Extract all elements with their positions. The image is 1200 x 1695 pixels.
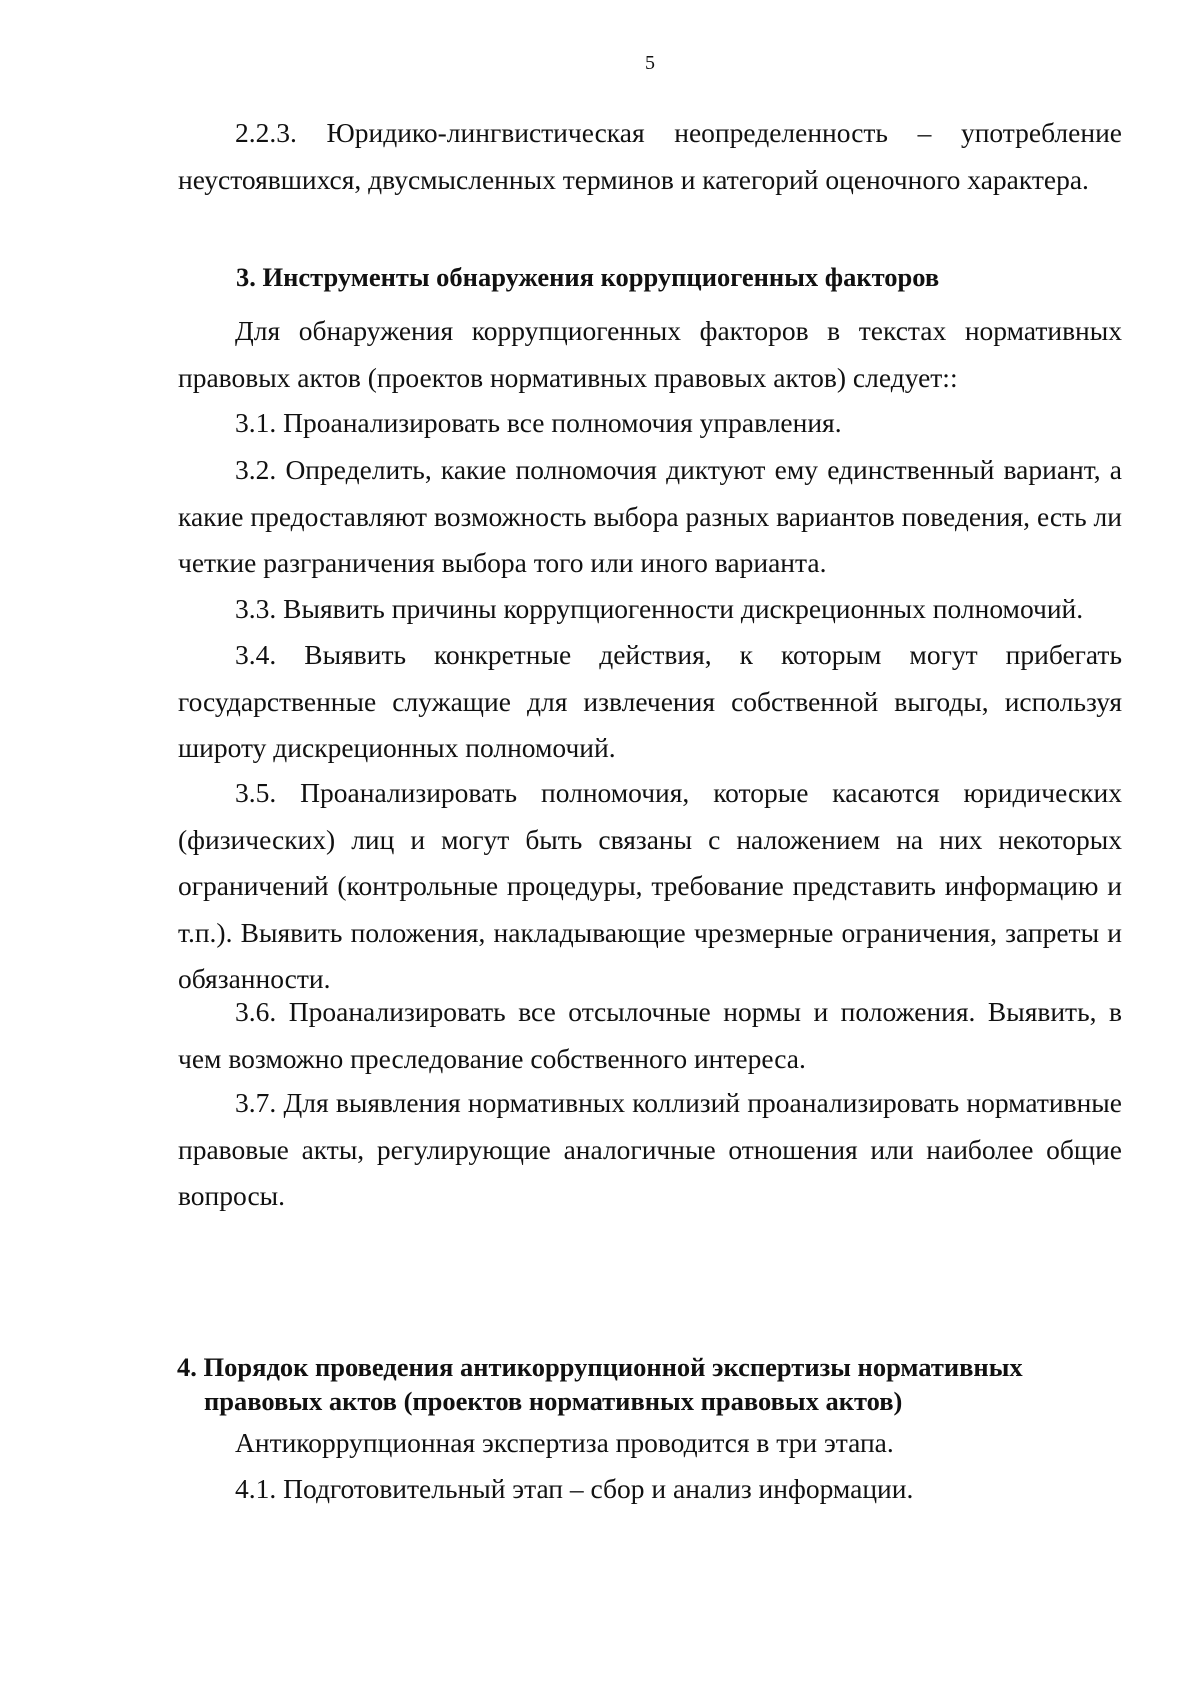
section-4-heading: 4. Порядок проведения антикоррупционной экспертизы нормативных правовых актов (проектов нормативных правовых актов) — [177, 1352, 1023, 1416]
section-3-heading: 3. Инструменты обнаружения коррупциогенных факторов — [236, 262, 940, 292]
list-item-3-5: 3.5. Проанализировать полномочия, которые касаются юридических (физических) лиц и могут быть связаны с наложением на них некоторых ограничений (контрольные процедуры, требование представить информацию и т.п.). Выявить положения, накладывающие чрезмерные ограничения, запреты и обязанности. — [178, 777, 1122, 994]
section-4-intro: Антикоррупционная экспертиза проводится в три этапа. — [235, 1427, 894, 1458]
page-number: 5 — [645, 52, 655, 74]
section-3-intro: Для обнаружения коррупциогенных факторов в текстах нормативных правовых актов (проектов нормативных правовых актов) следует:: — [178, 315, 1122, 393]
list-item-3-6: 3.6. Проанализировать все отсылочные нормы и положения. Выявить, в чем возможно преследование собственного интереса. — [178, 996, 1122, 1074]
list-item-3-4: 3.4. Выявить конкретные действия, к которым могут прибегать государственные служащие для извлечения собственной выгоды, используя широту дискреционных полномочий. — [178, 639, 1122, 763]
list-item-4-1: 4.1. Подготовительный этап – сбор и анализ информации. — [235, 1473, 914, 1504]
list-item-3-1: 3.1. Проанализировать все полномочия управления. — [235, 407, 842, 438]
list-item-3-2: 3.2. Определить, какие полномочия диктуют ему единственный вариант, а какие предоставляют возможность выбора разных вариантов поведения, есть ли четкие разграничения выбора того или иного варианта. — [178, 454, 1122, 578]
list-item-3-7: 3.7. Для выявления нормативных коллизий проанализировать нормативные правовые акты, регулирующие аналогичные отношения или наиболее общие вопросы. — [178, 1087, 1122, 1211]
list-item-3-3: 3.3. Выявить причины коррупциогенности дискреционных полномочий. — [235, 593, 1084, 624]
paragraph-2-2-3: 2.2.3. Юридико-лингвистическая неопределенность – употребление неустоявшихся, двусмысленных терминов и категорий оценочного характера. — [178, 117, 1122, 195]
